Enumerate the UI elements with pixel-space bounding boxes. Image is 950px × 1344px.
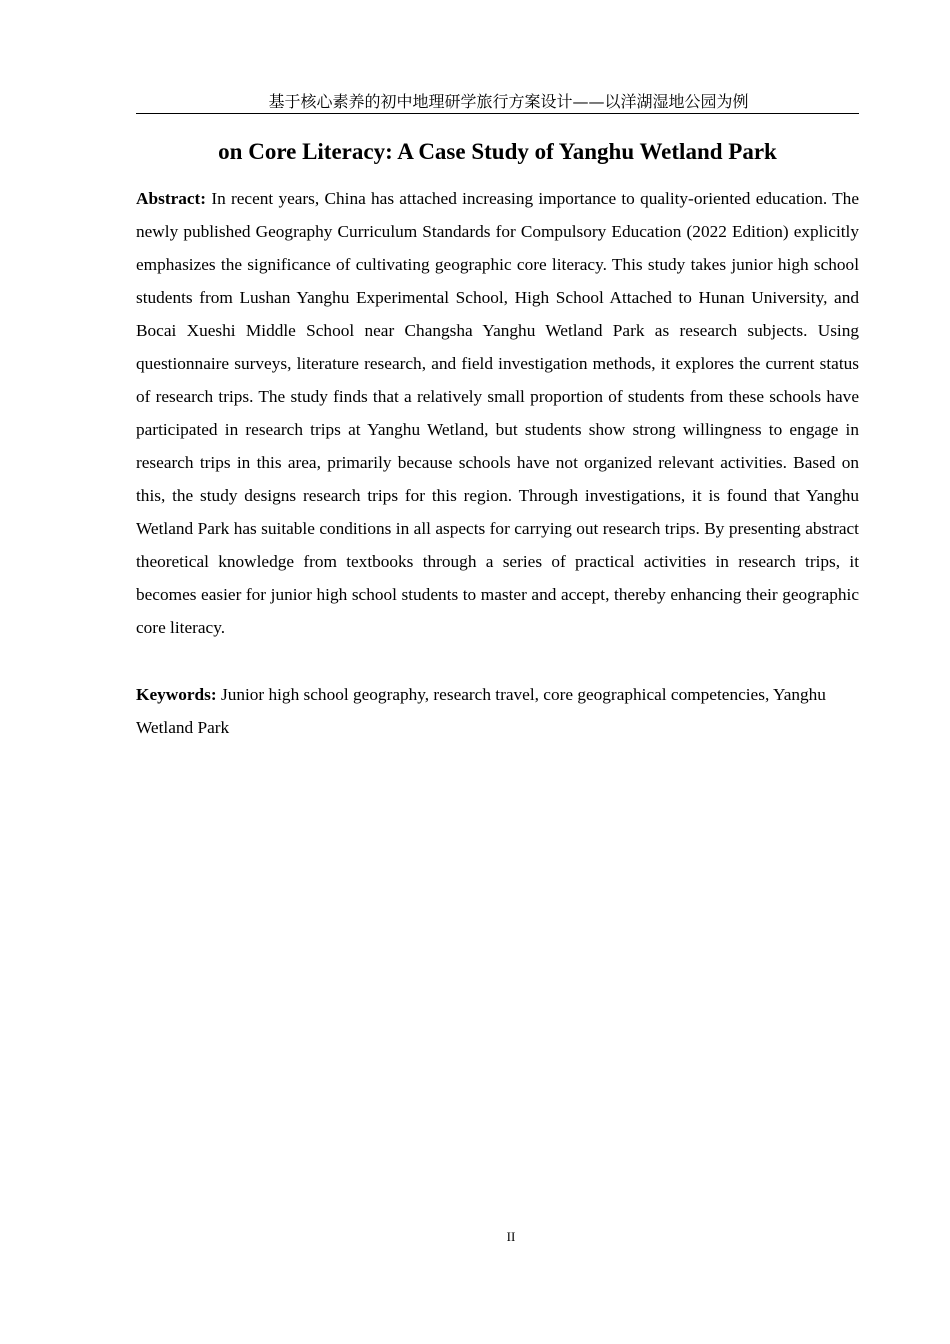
keywords-label: Keywords: — [136, 685, 217, 704]
abstract-paragraph — [136, 182, 859, 644]
keywords-paragraph — [136, 678, 859, 744]
running-header: 基于核心素养的初中地理研学旅行方案设计——以洋湖湿地公园为例 — [136, 91, 859, 114]
keywords-text: Junior high school geography, research travel, core geographical competencies, Yanghu Wetland Park — [136, 685, 826, 737]
page-number: II — [506, 1229, 516, 1244]
abstract-label: Abstract: — [136, 189, 207, 208]
english-title: on Core Literacy: A Case Study of Yanghu Wetland Park — [218, 139, 777, 164]
abstract-text: In recent years, China has attached increasing importance to quality-oriented education. The newly published Geography Curriculum Standards for Compulsory Education (2022 Edition) explicitly emphasizes the significance of cultivating geographic core literacy. This study takes junior high school students from Lushan Yanghu Experimental School, High School Attached to Hunan University, and Bocai Xueshi Middle School near Changsha Yanghu Wetland Park as research subjects. Using questionnaire surveys, literature research, and field investigation methods, it explores the current status of research trips. The study finds that a relatively small proportion of students from these schools have participated in research trips at Yanghu Wetland, but students show strong willingness to engage in research trips in this area, primarily because schools have not organized relevant activities. Based on this, the study designs research trips for this region. Through investigations, it is found that Yanghu Wetland Park has suitable conditions in all aspects for carrying out research trips. By presenting abstract theoretical knowledge from textbooks through a series of practical activities in research trips, it becomes easier for junior high school students to master and accept, thereby enhancing their geographic core literacy. — [136, 189, 859, 637]
